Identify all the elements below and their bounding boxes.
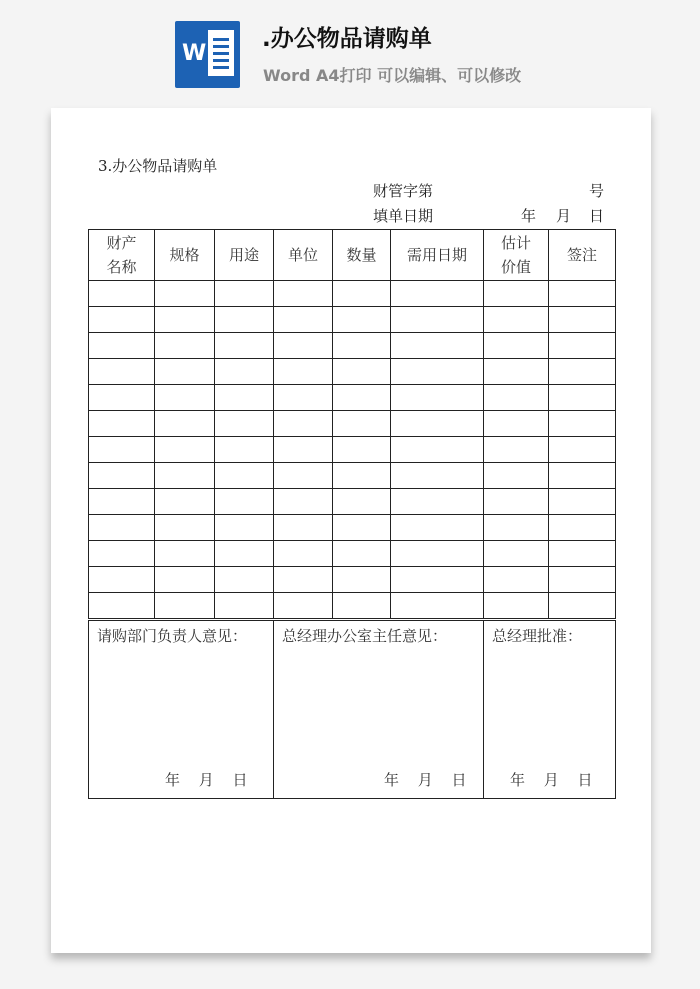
table-cell: [333, 281, 391, 307]
table-cell: [484, 437, 549, 463]
serial-label: 财管字第: [373, 182, 434, 200]
table-cell: [549, 515, 616, 541]
table-cell: [274, 489, 333, 515]
table-cell: [549, 385, 616, 411]
fill-date-label: 填单日期: [373, 207, 434, 225]
table-cell: [333, 567, 391, 593]
table-cell: [155, 307, 215, 333]
table-cell: [391, 541, 484, 567]
table-cell: [274, 437, 333, 463]
table-cell: [89, 489, 155, 515]
table-cell: [549, 359, 616, 385]
table-cell: [484, 333, 549, 359]
table-cell: [215, 307, 274, 333]
table-cell: [549, 333, 616, 359]
document-page: [51, 108, 651, 953]
table-cell: [155, 541, 215, 567]
table-cell: [215, 489, 274, 515]
table-row: [89, 411, 616, 437]
gm-approval-label: 总经理批准：: [492, 627, 583, 645]
table-cell: [274, 307, 333, 333]
column-header: 用途: [215, 230, 274, 281]
table-cell: [89, 541, 155, 567]
table-cell: [333, 359, 391, 385]
banner-title: .办公物品请购单: [262, 26, 432, 52]
table-cell: [274, 593, 333, 619]
gm-approval-date: 年 月 日: [510, 771, 593, 789]
table-cell: [274, 385, 333, 411]
table-cell: [549, 281, 616, 307]
table-cell: [549, 489, 616, 515]
table-cell: [89, 463, 155, 489]
column-header: 需用日期: [391, 230, 484, 281]
opinions-table: [88, 620, 616, 799]
table-cell: [215, 281, 274, 307]
table-cell: [155, 411, 215, 437]
table-cell: [215, 567, 274, 593]
table-cell: [549, 541, 616, 567]
table-cell: [215, 463, 274, 489]
table-cell: [274, 463, 333, 489]
office-director-opinion-cell: [274, 621, 484, 799]
table-cell: [155, 515, 215, 541]
table-row: [89, 359, 616, 385]
column-header: 单位: [274, 230, 333, 281]
table-row: [89, 515, 616, 541]
table-cell: [215, 385, 274, 411]
table-cell: [89, 281, 155, 307]
table-cell: [333, 463, 391, 489]
table-row: [89, 541, 616, 567]
table-row: [89, 281, 616, 307]
table-cell: [333, 307, 391, 333]
table-cell: [155, 437, 215, 463]
table-cell: [89, 359, 155, 385]
table-cell: [484, 359, 549, 385]
table-cell: [89, 411, 155, 437]
dept-head-opinion-cell: [89, 621, 274, 799]
table-cell: [484, 515, 549, 541]
table-cell: [484, 385, 549, 411]
table-cell: [391, 307, 484, 333]
table-cell: [333, 489, 391, 515]
table-cell: [484, 489, 549, 515]
table-cell: [155, 333, 215, 359]
table-cell: [155, 489, 215, 515]
table-header-row: [89, 230, 616, 281]
table-cell: [484, 463, 549, 489]
table-cell: [484, 411, 549, 437]
table-cell: [274, 411, 333, 437]
table-cell: [484, 593, 549, 619]
table-cell: [215, 593, 274, 619]
column-header: 规格: [155, 230, 215, 281]
table-cell: [215, 333, 274, 359]
table-cell: [274, 359, 333, 385]
table-cell: [155, 567, 215, 593]
table-cell: [155, 593, 215, 619]
table-row: [89, 333, 616, 359]
table-cell: [484, 541, 549, 567]
table-cell: [155, 463, 215, 489]
column-header: 数量: [333, 230, 391, 281]
table-cell: [333, 385, 391, 411]
table-cell: [215, 541, 274, 567]
table-cell: [155, 385, 215, 411]
office-director-date: 年 月 日: [384, 771, 467, 789]
table-row: [89, 385, 616, 411]
table-cell: [549, 437, 616, 463]
word-document-icon: [175, 21, 240, 88]
table-cell: [215, 515, 274, 541]
table-row: [89, 463, 616, 489]
gm-approval-cell: [484, 621, 616, 799]
table-cell: [89, 437, 155, 463]
table-cell: [391, 593, 484, 619]
table-cell: [333, 541, 391, 567]
dept-head-date: 年 月 日: [165, 771, 248, 789]
table-cell: [484, 567, 549, 593]
table-cell: [333, 437, 391, 463]
table-cell: [89, 567, 155, 593]
table-cell: [391, 567, 484, 593]
table-cell: [391, 333, 484, 359]
table-cell: [215, 437, 274, 463]
table-cell: [274, 281, 333, 307]
table-cell: [155, 281, 215, 307]
table-cell: [391, 385, 484, 411]
form-heading: 3.办公物品请购单: [98, 157, 218, 175]
table-cell: [89, 593, 155, 619]
table-cell: [274, 333, 333, 359]
fill-date-day: 日: [589, 207, 605, 225]
table-cell: [333, 593, 391, 619]
items-table: [88, 229, 616, 619]
office-director-opinion-label: 总经理办公室主任意见：: [282, 627, 448, 645]
table-cell: [89, 515, 155, 541]
table-row: [89, 567, 616, 593]
table-row: [89, 489, 616, 515]
table-cell: [274, 541, 333, 567]
table-cell: [333, 333, 391, 359]
table-cell: [391, 437, 484, 463]
table-cell: [391, 463, 484, 489]
table-cell: [484, 281, 549, 307]
table-cell: [391, 489, 484, 515]
column-header: 财产 名称: [89, 230, 155, 281]
fill-date-month: 月: [556, 207, 572, 225]
table-row: [89, 437, 616, 463]
table-cell: [549, 463, 616, 489]
document-banner: [0, 0, 700, 108]
table-cell: [333, 411, 391, 437]
column-header: 签注: [549, 230, 616, 281]
table-cell: [333, 515, 391, 541]
table-cell: [215, 411, 274, 437]
table-cell: [89, 385, 155, 411]
table-cell: [89, 333, 155, 359]
banner-subtitle: Word A4打印 可以编辑、可以修改: [263, 66, 522, 85]
dept-head-opinion-label: 请购部门负责人意见：: [97, 627, 248, 645]
table-cell: [155, 359, 215, 385]
table-cell: [391, 359, 484, 385]
word-icon-letter: W: [182, 41, 207, 66]
table-cell: [549, 307, 616, 333]
table-cell: [391, 515, 484, 541]
serial-suffix: 号: [589, 182, 605, 200]
table-cell: [391, 411, 484, 437]
table-cell: [484, 307, 549, 333]
table-cell: [549, 593, 616, 619]
table-cell: [89, 307, 155, 333]
table-row: [89, 307, 616, 333]
table-cell: [391, 281, 484, 307]
table-cell: [274, 567, 333, 593]
table-row: [89, 593, 616, 619]
table-cell: [274, 515, 333, 541]
fill-date-year: 年: [521, 207, 537, 225]
table-cell: [215, 359, 274, 385]
table-cell: [549, 567, 616, 593]
table-cell: [549, 411, 616, 437]
word-icon-page: [208, 30, 234, 76]
column-header: 估计 价值: [484, 230, 549, 281]
